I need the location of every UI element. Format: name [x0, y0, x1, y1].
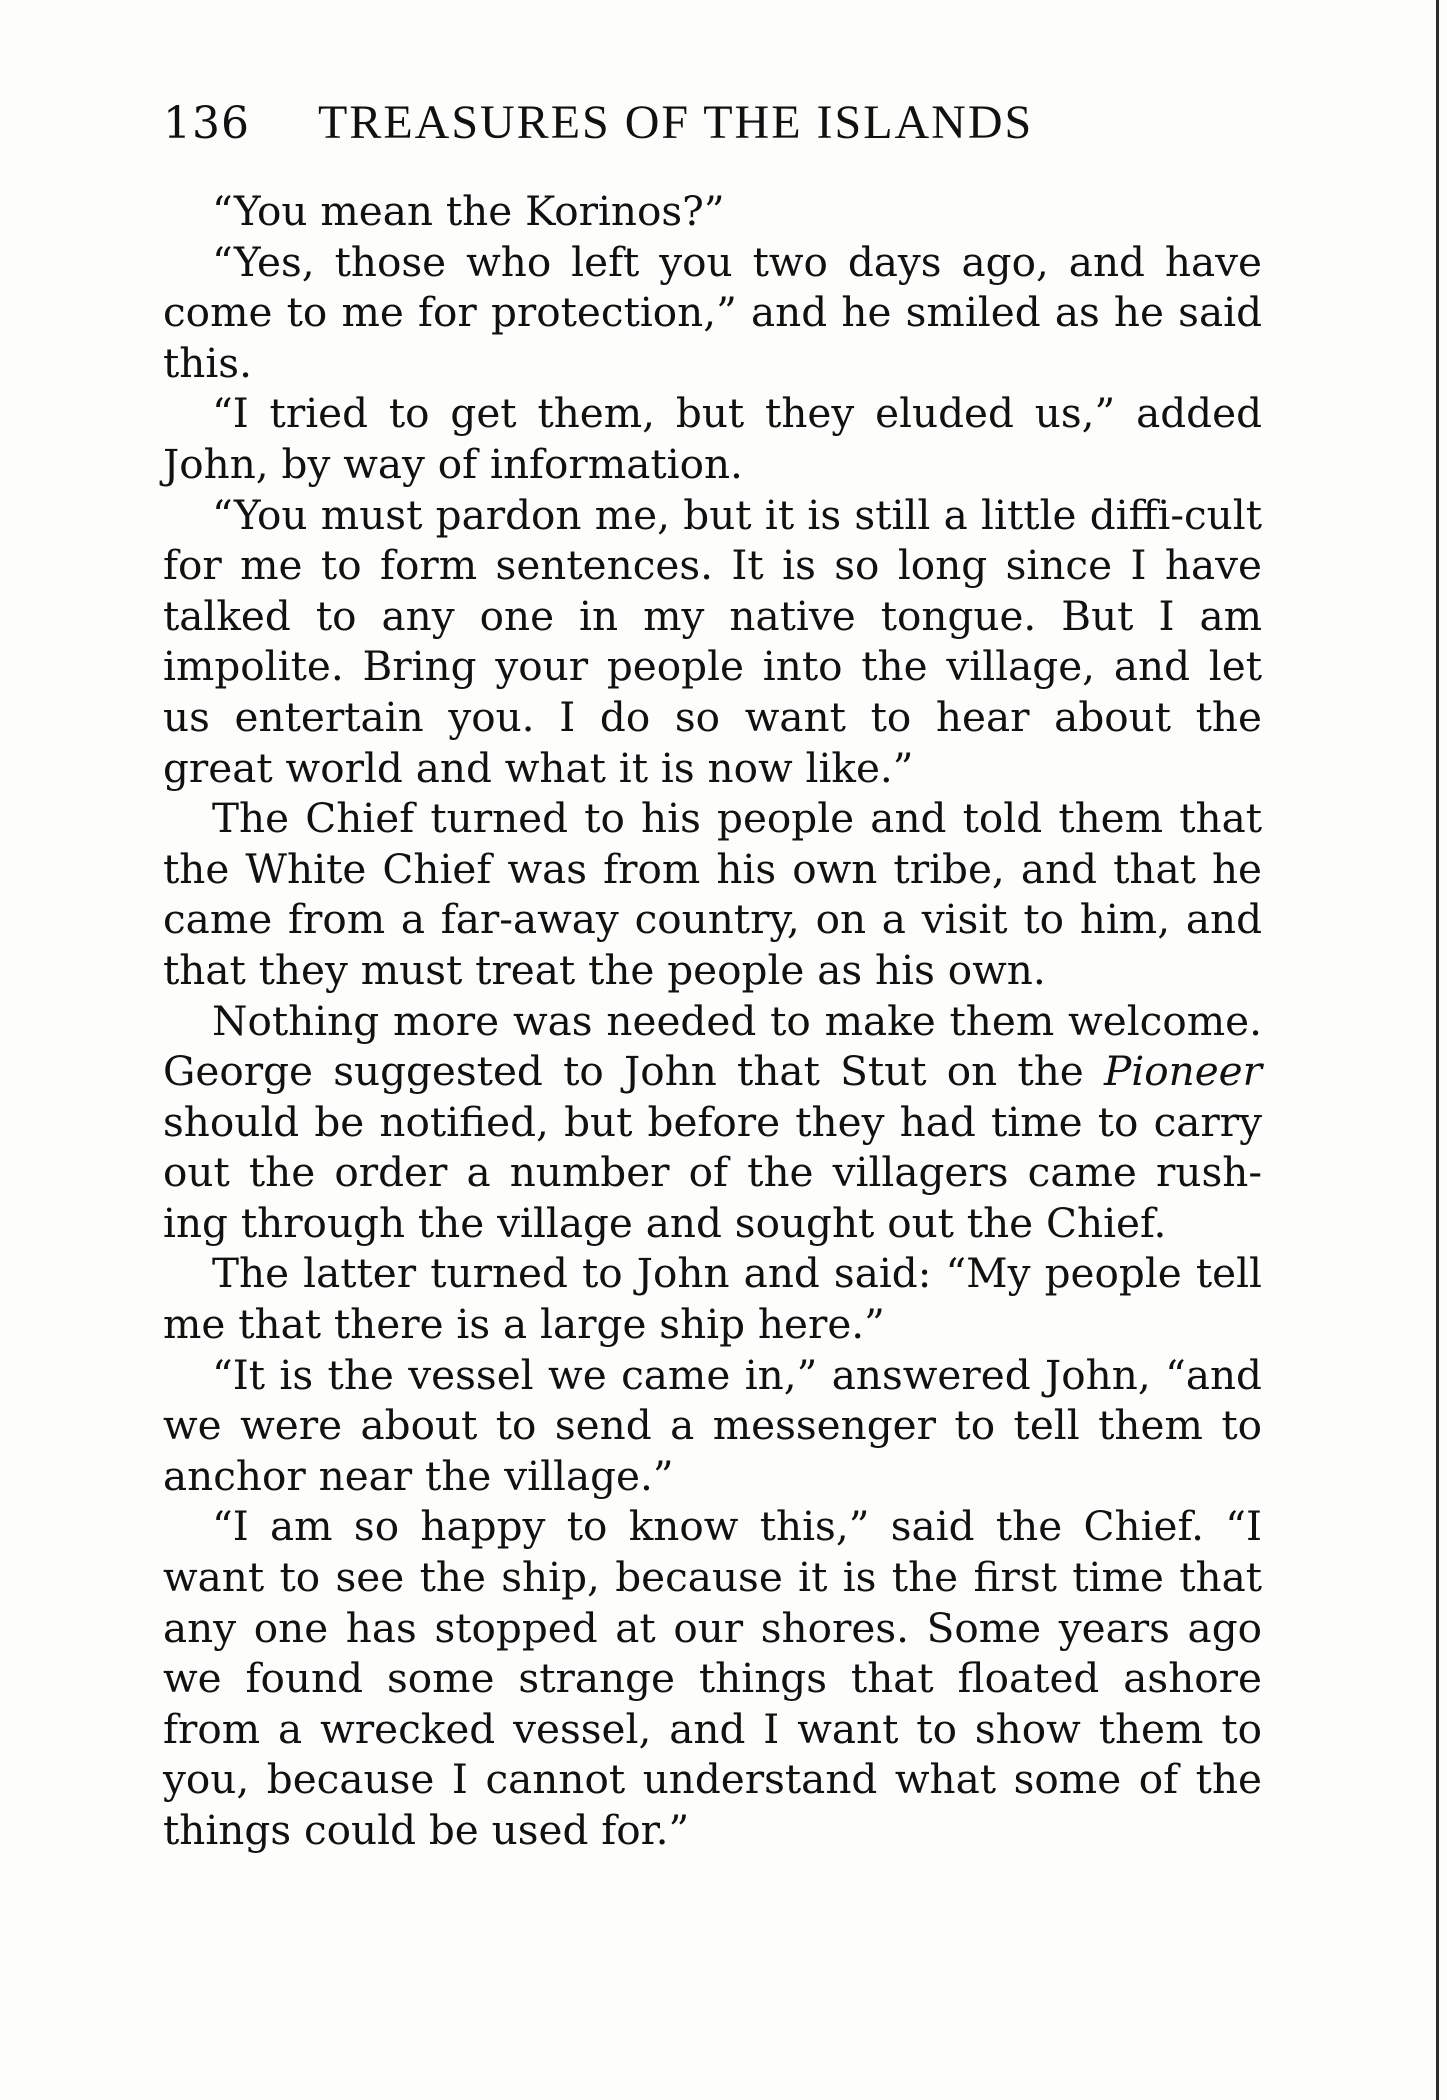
paragraph: “You must pardon me, but it is still a little diffi-cult for me to form sentences. It is so long since I have talked to any one in my native tongue. But I am impolite. Bring your people into the village, and let us entertain you. I do so want to hear about the great world and what it is now like.” [163, 490, 1262, 792]
paragraph [163, 996, 1262, 1249]
paragraph-text: should be notified, but before they had time to carry out the order a number of the villagers came rush-ing through the village and sought out the Chief. [163, 1097, 1262, 1247]
paragraph: “I am so happy to know this,” said the Chief. “I want to see the ship, because it is the first time that any one has stopped at our shores. Some years ago we found some strange things that floated ashore from a wrecked vessel, and I want to show them to you, because I cannot understand what some of the things could be used for.” [163, 1502, 1262, 1854]
page-number: 136 [163, 98, 250, 149]
paragraph-text: Nothing more was needed to make them welcome. George suggested to John that Stut on the [163, 996, 1262, 1096]
paragraph: “I tried to get them, but they eluded us,” added John, by way of information. [163, 389, 1262, 488]
paragraph: The Chief turned to his people and told them that the White Chief was from his own tribe, and that he came from a far-away country, on a visit to him, and that they must treat the people as his own. [163, 794, 1262, 994]
running-title: TREASURES OF THE ISLANDS [318, 96, 1034, 149]
paragraph: “Yes, those who left you two days ago, and have come to me for protection,” and he smiled as he said this. [163, 237, 1262, 387]
page-edge-rule [1436, 0, 1439, 2100]
ship-name: Pioneer [1104, 1047, 1262, 1096]
running-head [163, 95, 1263, 155]
paragraph: “It is the vessel we came in,” answered John, “and we were about to send a messenger to tell them to anchor near the village.” [163, 1350, 1262, 1500]
body-text [163, 186, 1262, 1856]
paragraph: “You mean the Korinos?” [212, 187, 725, 235]
paragraph: The latter turned to John and said: “My people tell me that there is a large ship here.” [163, 1249, 1262, 1349]
